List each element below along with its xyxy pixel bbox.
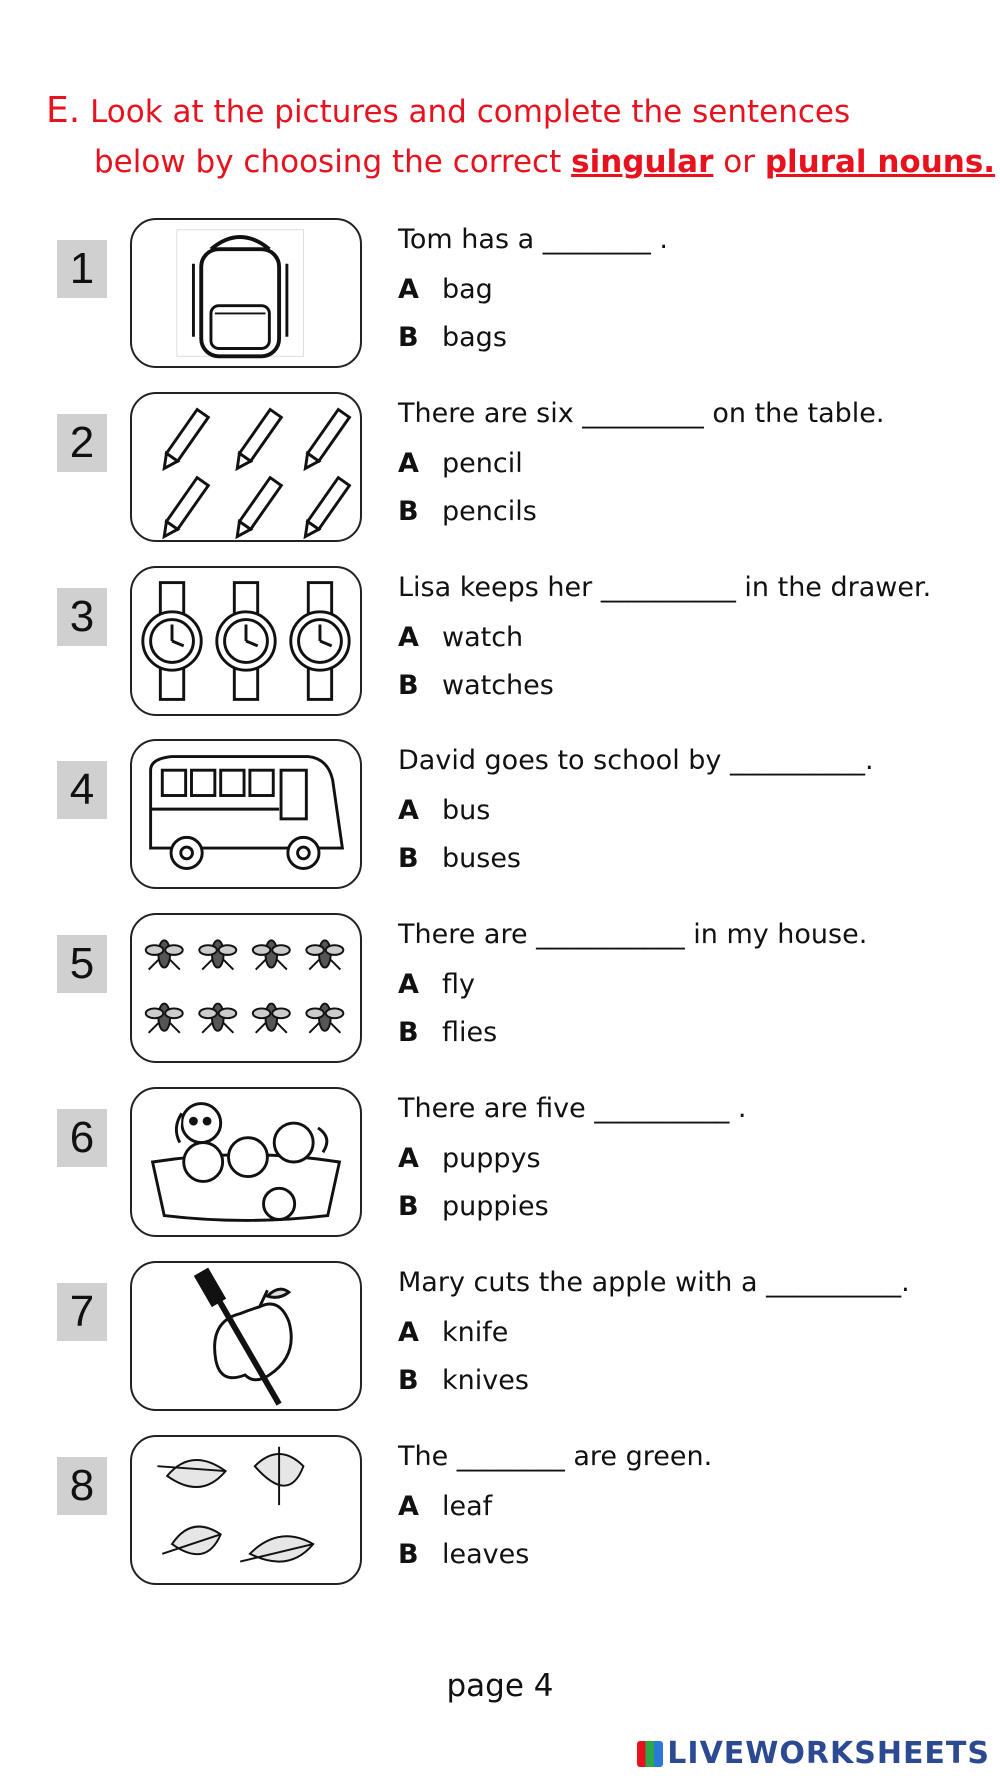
question-3 [0, 566, 1000, 724]
question-number: 8 [57, 1457, 107, 1515]
option-letter: A [398, 969, 419, 1000]
option-a[interactable] [398, 1143, 541, 1174]
option-letter: B [398, 1539, 419, 1570]
question-number: 3 [57, 588, 107, 646]
instructions-heading [46, 86, 995, 187]
question-number: 1 [57, 240, 107, 298]
picture-frame [130, 739, 362, 889]
sentence: There are five __________ . [398, 1093, 747, 1124]
picture-frame [130, 1261, 362, 1411]
option-text: bus [442, 795, 491, 826]
option-a[interactable] [398, 448, 523, 479]
option-letter: A [398, 1317, 419, 1348]
question-number: 6 [57, 1109, 107, 1167]
option-letter: B [398, 322, 419, 353]
leaves-icon [132, 1437, 360, 1583]
question-1 [0, 218, 1000, 376]
option-text: pencils [442, 496, 537, 527]
option-text: knives [442, 1365, 529, 1396]
option-b[interactable] [398, 843, 521, 874]
option-letter: B [398, 843, 419, 874]
option-a[interactable] [398, 969, 475, 1000]
heading-line1: Look at the pictures and complete the sentences [90, 94, 851, 130]
question-5 [0, 913, 1000, 1071]
option-a[interactable] [398, 795, 490, 826]
option-text: pencil [442, 448, 523, 479]
option-a[interactable] [398, 1317, 508, 1348]
option-text: bags [442, 322, 507, 353]
option-b[interactable] [398, 322, 507, 353]
brand-name: LIVEWORKSHEETS [667, 1736, 990, 1771]
option-b[interactable] [398, 1017, 497, 1048]
puppies-icon [132, 1089, 360, 1235]
option-text: leaf [442, 1491, 493, 1522]
option-letter: B [398, 1017, 419, 1048]
brand-logo [637, 1736, 990, 1771]
sentence: David goes to school by __________. [398, 745, 874, 776]
liveworksheets-logo-icon [637, 1741, 663, 1767]
option-letter: A [398, 1143, 419, 1174]
question-number: 7 [57, 1283, 107, 1341]
keyword-singular: singular [571, 144, 714, 180]
heading-line2: below by choosing the correct [94, 144, 562, 180]
option-letter: B [398, 670, 419, 701]
question-number: 4 [57, 761, 107, 819]
backpack-icon [132, 220, 360, 366]
option-b[interactable] [398, 670, 554, 701]
question-8 [0, 1435, 1000, 1593]
flies-icon [132, 915, 360, 1061]
picture-frame [130, 566, 362, 716]
question-4 [0, 739, 1000, 897]
option-letter: A [398, 274, 419, 305]
option-letter: B [398, 1191, 419, 1222]
picture-frame [130, 392, 362, 542]
option-b[interactable] [398, 496, 537, 527]
question-number: 5 [57, 935, 107, 993]
sentence: Lisa keeps her __________ in the drawer. [398, 572, 932, 603]
watches-icon [132, 568, 360, 714]
option-b[interactable] [398, 1539, 529, 1570]
option-text: knife [442, 1317, 509, 1348]
sentence: The ________ are green. [398, 1441, 713, 1472]
question-2 [0, 392, 1000, 550]
option-letter: A [398, 622, 419, 653]
option-text: puppies [442, 1191, 549, 1222]
sentence: Mary cuts the apple with a __________. [398, 1267, 910, 1298]
section-letter: E. [46, 90, 81, 131]
page-number: page 4 [446, 1668, 554, 1704]
option-b[interactable] [398, 1365, 529, 1396]
sentence: There are six _________ on the table. [398, 398, 885, 429]
option-text: bag [442, 274, 493, 305]
option-letter: A [398, 1491, 419, 1522]
pencils-icon [132, 394, 360, 540]
option-letter: A [398, 795, 419, 826]
option-text: watches [442, 670, 554, 701]
sentence: Tom has a ________ . [398, 224, 668, 255]
option-letter: A [398, 448, 419, 479]
question-7 [0, 1261, 1000, 1419]
option-a[interactable] [398, 622, 523, 653]
knife-apple-icon [132, 1263, 360, 1409]
option-a[interactable] [398, 1491, 492, 1522]
option-letter: B [398, 1365, 419, 1396]
option-text: flies [442, 1017, 498, 1048]
keyword-plural: plural nouns. [764, 144, 996, 180]
picture-frame [130, 1435, 362, 1585]
sentence: There are ___________ in my house. [398, 919, 868, 950]
school-bus-icon [132, 741, 360, 887]
question-number: 2 [57, 414, 107, 472]
option-text: fly [442, 969, 475, 1000]
picture-frame [130, 218, 362, 368]
option-a[interactable] [398, 274, 493, 305]
option-text: watch [442, 622, 524, 653]
option-b[interactable] [398, 1191, 549, 1222]
option-text: puppys [442, 1143, 541, 1174]
picture-frame [130, 1087, 362, 1237]
option-text: leaves [442, 1539, 530, 1570]
option-letter: B [398, 496, 419, 527]
heading-or: or [723, 144, 755, 180]
picture-frame [130, 913, 362, 1063]
option-text: buses [442, 843, 521, 874]
question-6 [0, 1087, 1000, 1245]
